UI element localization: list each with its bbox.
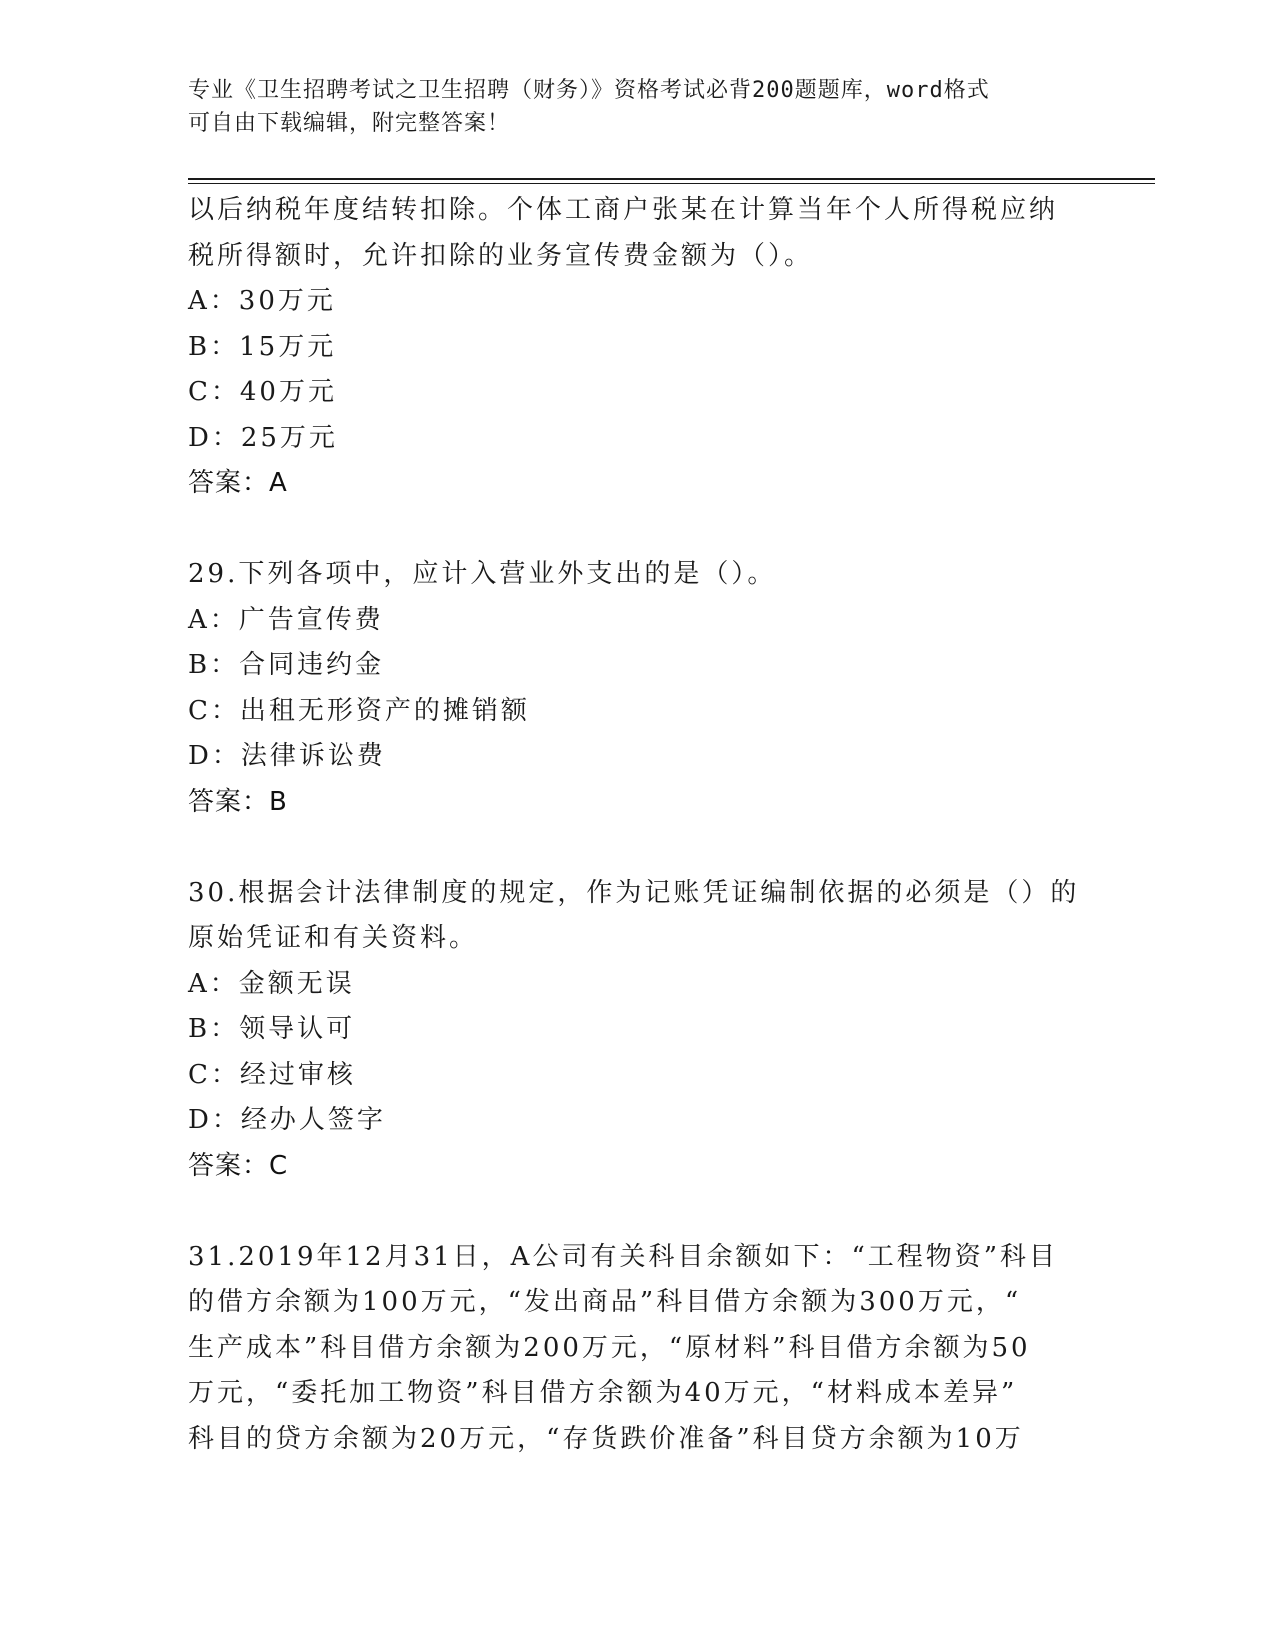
question-text-line: 31.2019年12月31日，A公司有关科目余额如下：“工程物资”科目: [188, 1241, 1059, 1272]
question-text-line: 生产成本”科目借方余额为200万元，“原材料”科目借方余额为50: [188, 1332, 1031, 1363]
option-a: A：广告宣传费: [188, 604, 384, 635]
answer-line: 答案：A: [188, 468, 288, 498]
spacer: [188, 507, 1088, 553]
option-a: A：30万元: [188, 286, 336, 316]
question-28-continued: [188, 188, 1088, 507]
question-text-line: 万元，“委托加工物资”科目借方余额为40万元，“材料成本差异”: [188, 1378, 1018, 1408]
question-30: [188, 871, 1088, 1190]
header-rule-thin: [188, 183, 1155, 184]
option-d: D：经办人签字: [188, 1105, 386, 1135]
question-text-line: 科目的贷方余额为20万元，“存货跌价准备”科目贷方余额为10万: [188, 1423, 1024, 1454]
option-c: C：经过审核: [188, 1059, 356, 1090]
question-text-line: 原始凭证和有关资料。: [188, 923, 479, 953]
spacer: [188, 1189, 1088, 1235]
option-d: D：法律诉讼费: [188, 741, 386, 771]
option-b: B：15万元: [188, 331, 337, 362]
header-rule-thick: [188, 178, 1155, 180]
header-title-line-1: 专业《卫生招聘考试之卫生招聘（财务）》资格考试必背200题题库，word格式: [188, 78, 990, 103]
option-d: D：25万元: [188, 422, 338, 453]
answer-line: 答案：B: [188, 786, 288, 817]
option-a: A：金额无误: [188, 968, 355, 999]
option-b: B：合同违约金: [188, 650, 385, 680]
option-c: C：40万元: [188, 377, 337, 407]
option-c: C：出租无形资产的摊销额: [188, 695, 530, 726]
question-text-line: 以后纳税年度结转扣除。个体工商户张某在计算当年个人所得税应纳: [188, 195, 1059, 225]
spacer: [188, 825, 1088, 871]
header-title-line-2: 可自由下载编辑，附完整答案！: [188, 111, 511, 136]
document-header: [188, 74, 1068, 140]
option-b: B：领导认可: [188, 1014, 356, 1044]
question-text-line: 的借方余额为100万元，“发出商品”科目借方余额为300万元，“: [188, 1287, 1022, 1317]
question-text-line: 29.下列各项中，应计入营业外支出的是（）。: [188, 559, 777, 589]
question-text-line: 税所得额时，允许扣除的业务宣传费金额为（）。: [188, 240, 814, 271]
question-content: [188, 188, 1088, 1462]
question-31: [188, 1235, 1088, 1463]
question-29: [188, 552, 1088, 825]
question-text-line: 30.根据会计法律制度的规定，作为记账凭证编制依据的必须是（）的: [188, 877, 1080, 908]
answer-line: 答案：C: [188, 1150, 289, 1181]
